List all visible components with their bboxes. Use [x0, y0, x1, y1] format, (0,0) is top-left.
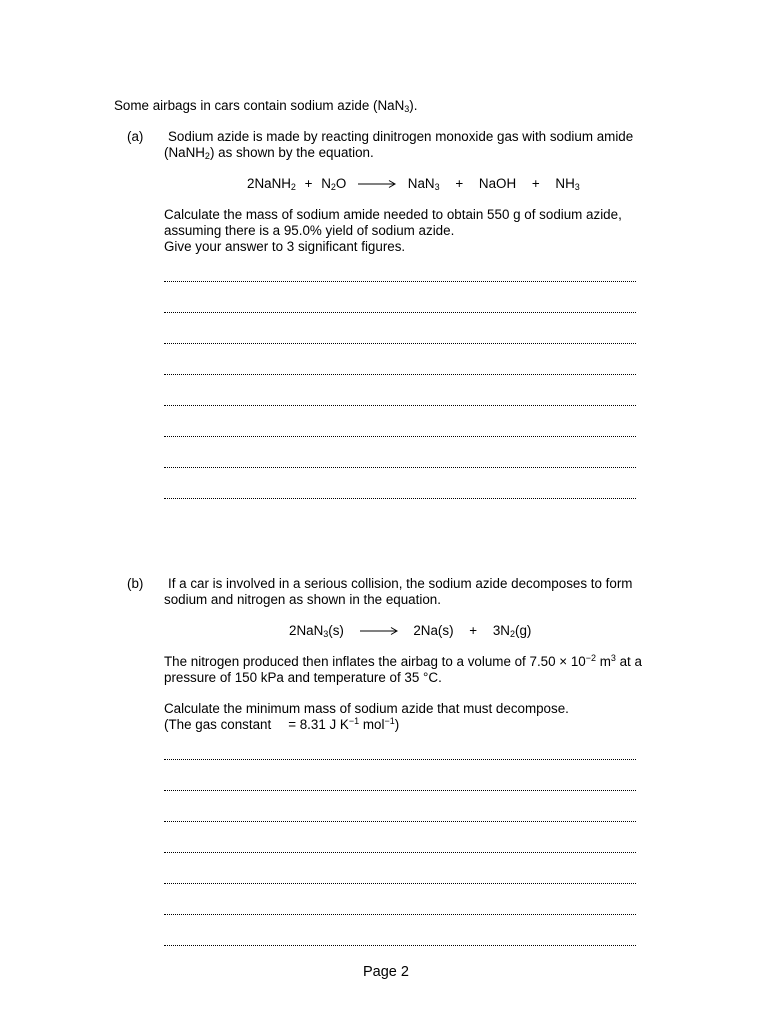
page-number: Page 2	[363, 964, 409, 980]
part-a-label: (a)	[127, 129, 144, 144]
part-a-question-1: Calculate the mass of sodium amide needed to obtain 550 g of sodium azide,	[164, 207, 622, 222]
part-b-label: (b)	[127, 576, 144, 591]
part-a-question-2: assuming there is a 95.0% yield of sodium azide.	[164, 223, 455, 238]
part-b-question-1: Calculate the minimum mass of sodium azide that must decompose.	[164, 701, 569, 716]
answer-line[interactable]	[164, 945, 636, 946]
answer-line[interactable]	[164, 759, 636, 760]
part-b-info-2: pressure of 150 kPa and temperature of 35 °C.	[164, 670, 442, 685]
answer-line[interactable]	[164, 914, 636, 915]
reaction-arrow-icon	[360, 626, 398, 636]
part-a-line-2: (NaNH$_2$) as shown by the equation.	[164, 145, 374, 161]
answer-line[interactable]	[164, 281, 636, 282]
intro-text: Some airbags in cars contain sodium azide (NaN$_3$).	[114, 98, 418, 114]
part-b-line-1: If a car is involved in a serious collision, the sodium azide decomposes to form	[168, 576, 633, 591]
answer-line[interactable]	[164, 883, 636, 884]
answer-line[interactable]	[164, 498, 636, 499]
reaction-arrow-icon	[358, 179, 396, 189]
gas-constant: (The gas constant = 8.31 J $K^{-1}$ mol$^{-1}$)	[164, 716, 400, 732]
equation-a: 2NaNH$_2$ + $N_2O$ NaN$_3$ + NaOH + $NH_3$	[247, 176, 580, 192]
answer-line[interactable]	[164, 436, 636, 437]
answer-line[interactable]	[164, 790, 636, 791]
answer-line[interactable]	[164, 821, 636, 822]
answer-line[interactable]	[164, 405, 636, 406]
answer-line[interactable]	[164, 374, 636, 375]
answer-line[interactable]	[164, 343, 636, 344]
answer-line[interactable]	[164, 467, 636, 468]
part-b-info-1: The nitrogen produced then inflates the airbag to a volume of $7.50 \times 10^{-2}$ $m^3$ at a	[164, 653, 642, 669]
part-a-line-1: Sodium azide is made by reacting dinitrogen monoxide gas with sodium amide	[168, 129, 634, 144]
equation-b: 2NaN$_3$(s) $2Na(s) + 3N_2(g)$	[289, 623, 532, 639]
part-a-question-3: Give your answer to 3 significant figures.	[164, 239, 406, 254]
answer-line[interactable]	[164, 852, 636, 853]
part-b-line-2: sodium and nitrogen as shown in the equation.	[164, 592, 441, 607]
answer-line[interactable]	[164, 312, 636, 313]
